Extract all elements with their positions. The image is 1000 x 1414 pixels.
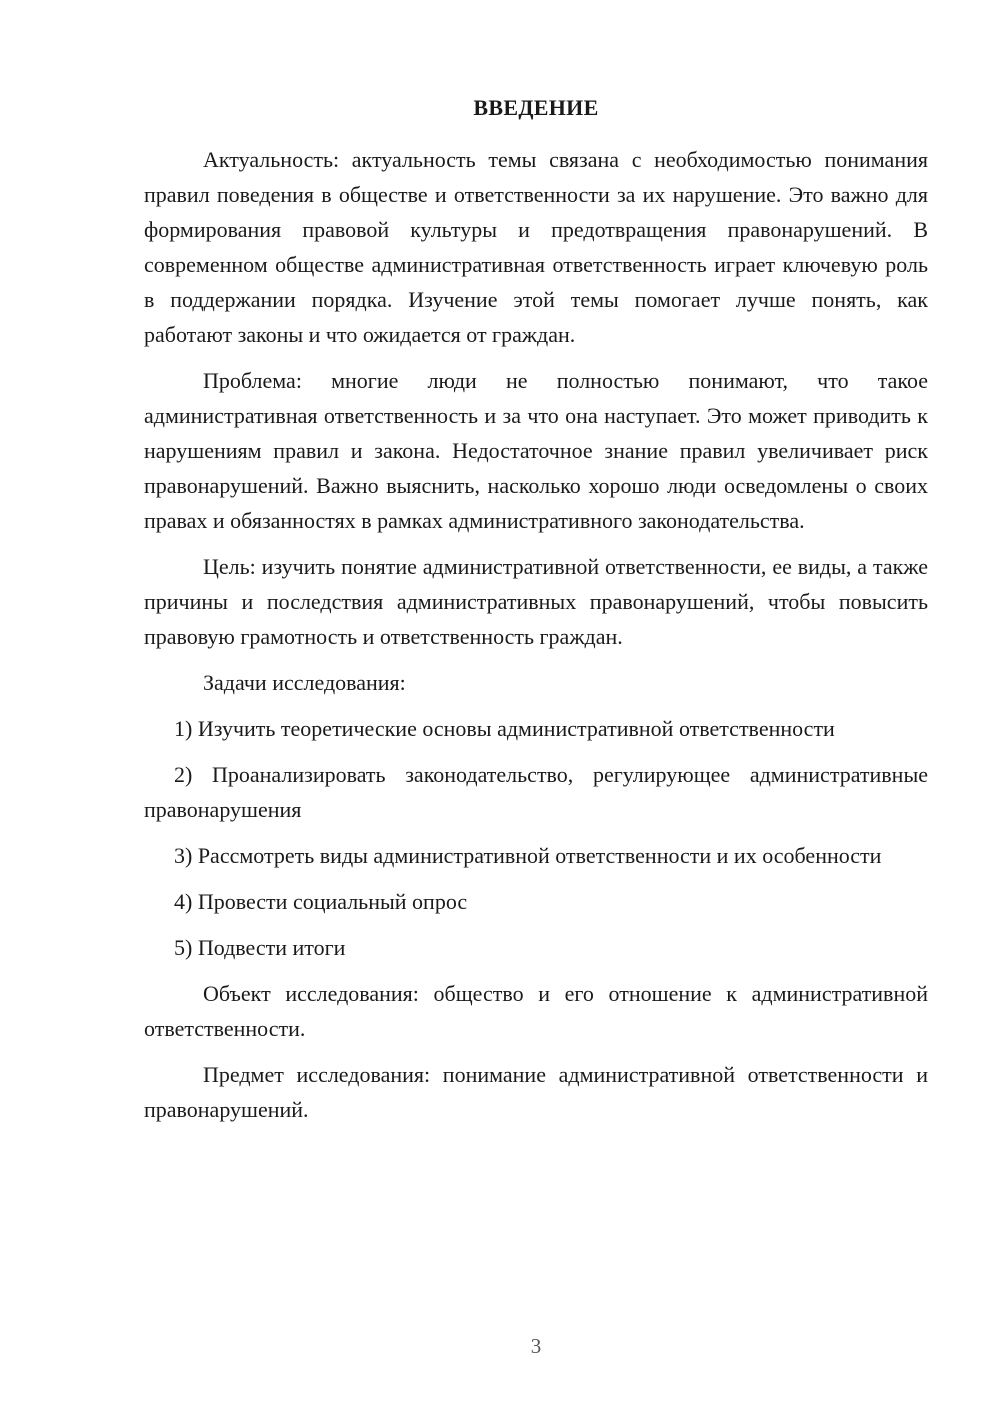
section-title: ВВЕДЕНИЕ [473, 95, 599, 120]
tasks-heading: Задачи исследования: [203, 670, 406, 695]
object-paragraph: Объект исследования: общество и его отношение к административной ответственности. [144, 981, 928, 1041]
document-page [144, 90, 928, 1138]
task-item-1: 1) Изучить теоретические основы административной ответственности [174, 716, 835, 741]
relevance-paragraph: Актуальность: актуальность темы связана с необходимостью понимания правил поведения в обществе и ответственности за их нарушение. Это важно для формирования правовой культуры и предотвращения правонарушений. В современном обществе административная ответственность играет ключевую роль в поддержании порядка. Изучение этой темы помогает лучше понять, как работают законы и что ожидается от граждан. [144, 147, 928, 347]
page-number: 3 [530, 1334, 542, 1358]
goal-paragraph: Цель: изучить понятие административной ответственности, ее виды, а также причины и последствия административных правонарушений, чтобы повысить правовую грамотность и ответственность граждан. [144, 554, 928, 649]
problem-paragraph: Проблема: многие люди не полностью понимают, что такое административная ответственность и за что она наступает. Это может приводить к нарушениям правил и закона. Недостаточное знание правил увеличивает риск правонарушений. Важно выяснить, насколько хорошо люди осведомлены о своих правах и обязанностях в рамках административного законодательства. [144, 368, 928, 533]
task-item-2: 2) Проанализировать законодательство, регулирующее административные правонарушения [144, 762, 928, 822]
task-item-4: 4) Провести социальный опрос [174, 889, 468, 914]
subject-paragraph: Предмет исследования: понимание административной ответственности и правонарушений. [144, 1062, 928, 1122]
task-item-5: 5) Подвести итоги [174, 935, 346, 960]
task-item-3: 3) Рассмотреть виды административной ответственности и их особенности [174, 843, 882, 868]
